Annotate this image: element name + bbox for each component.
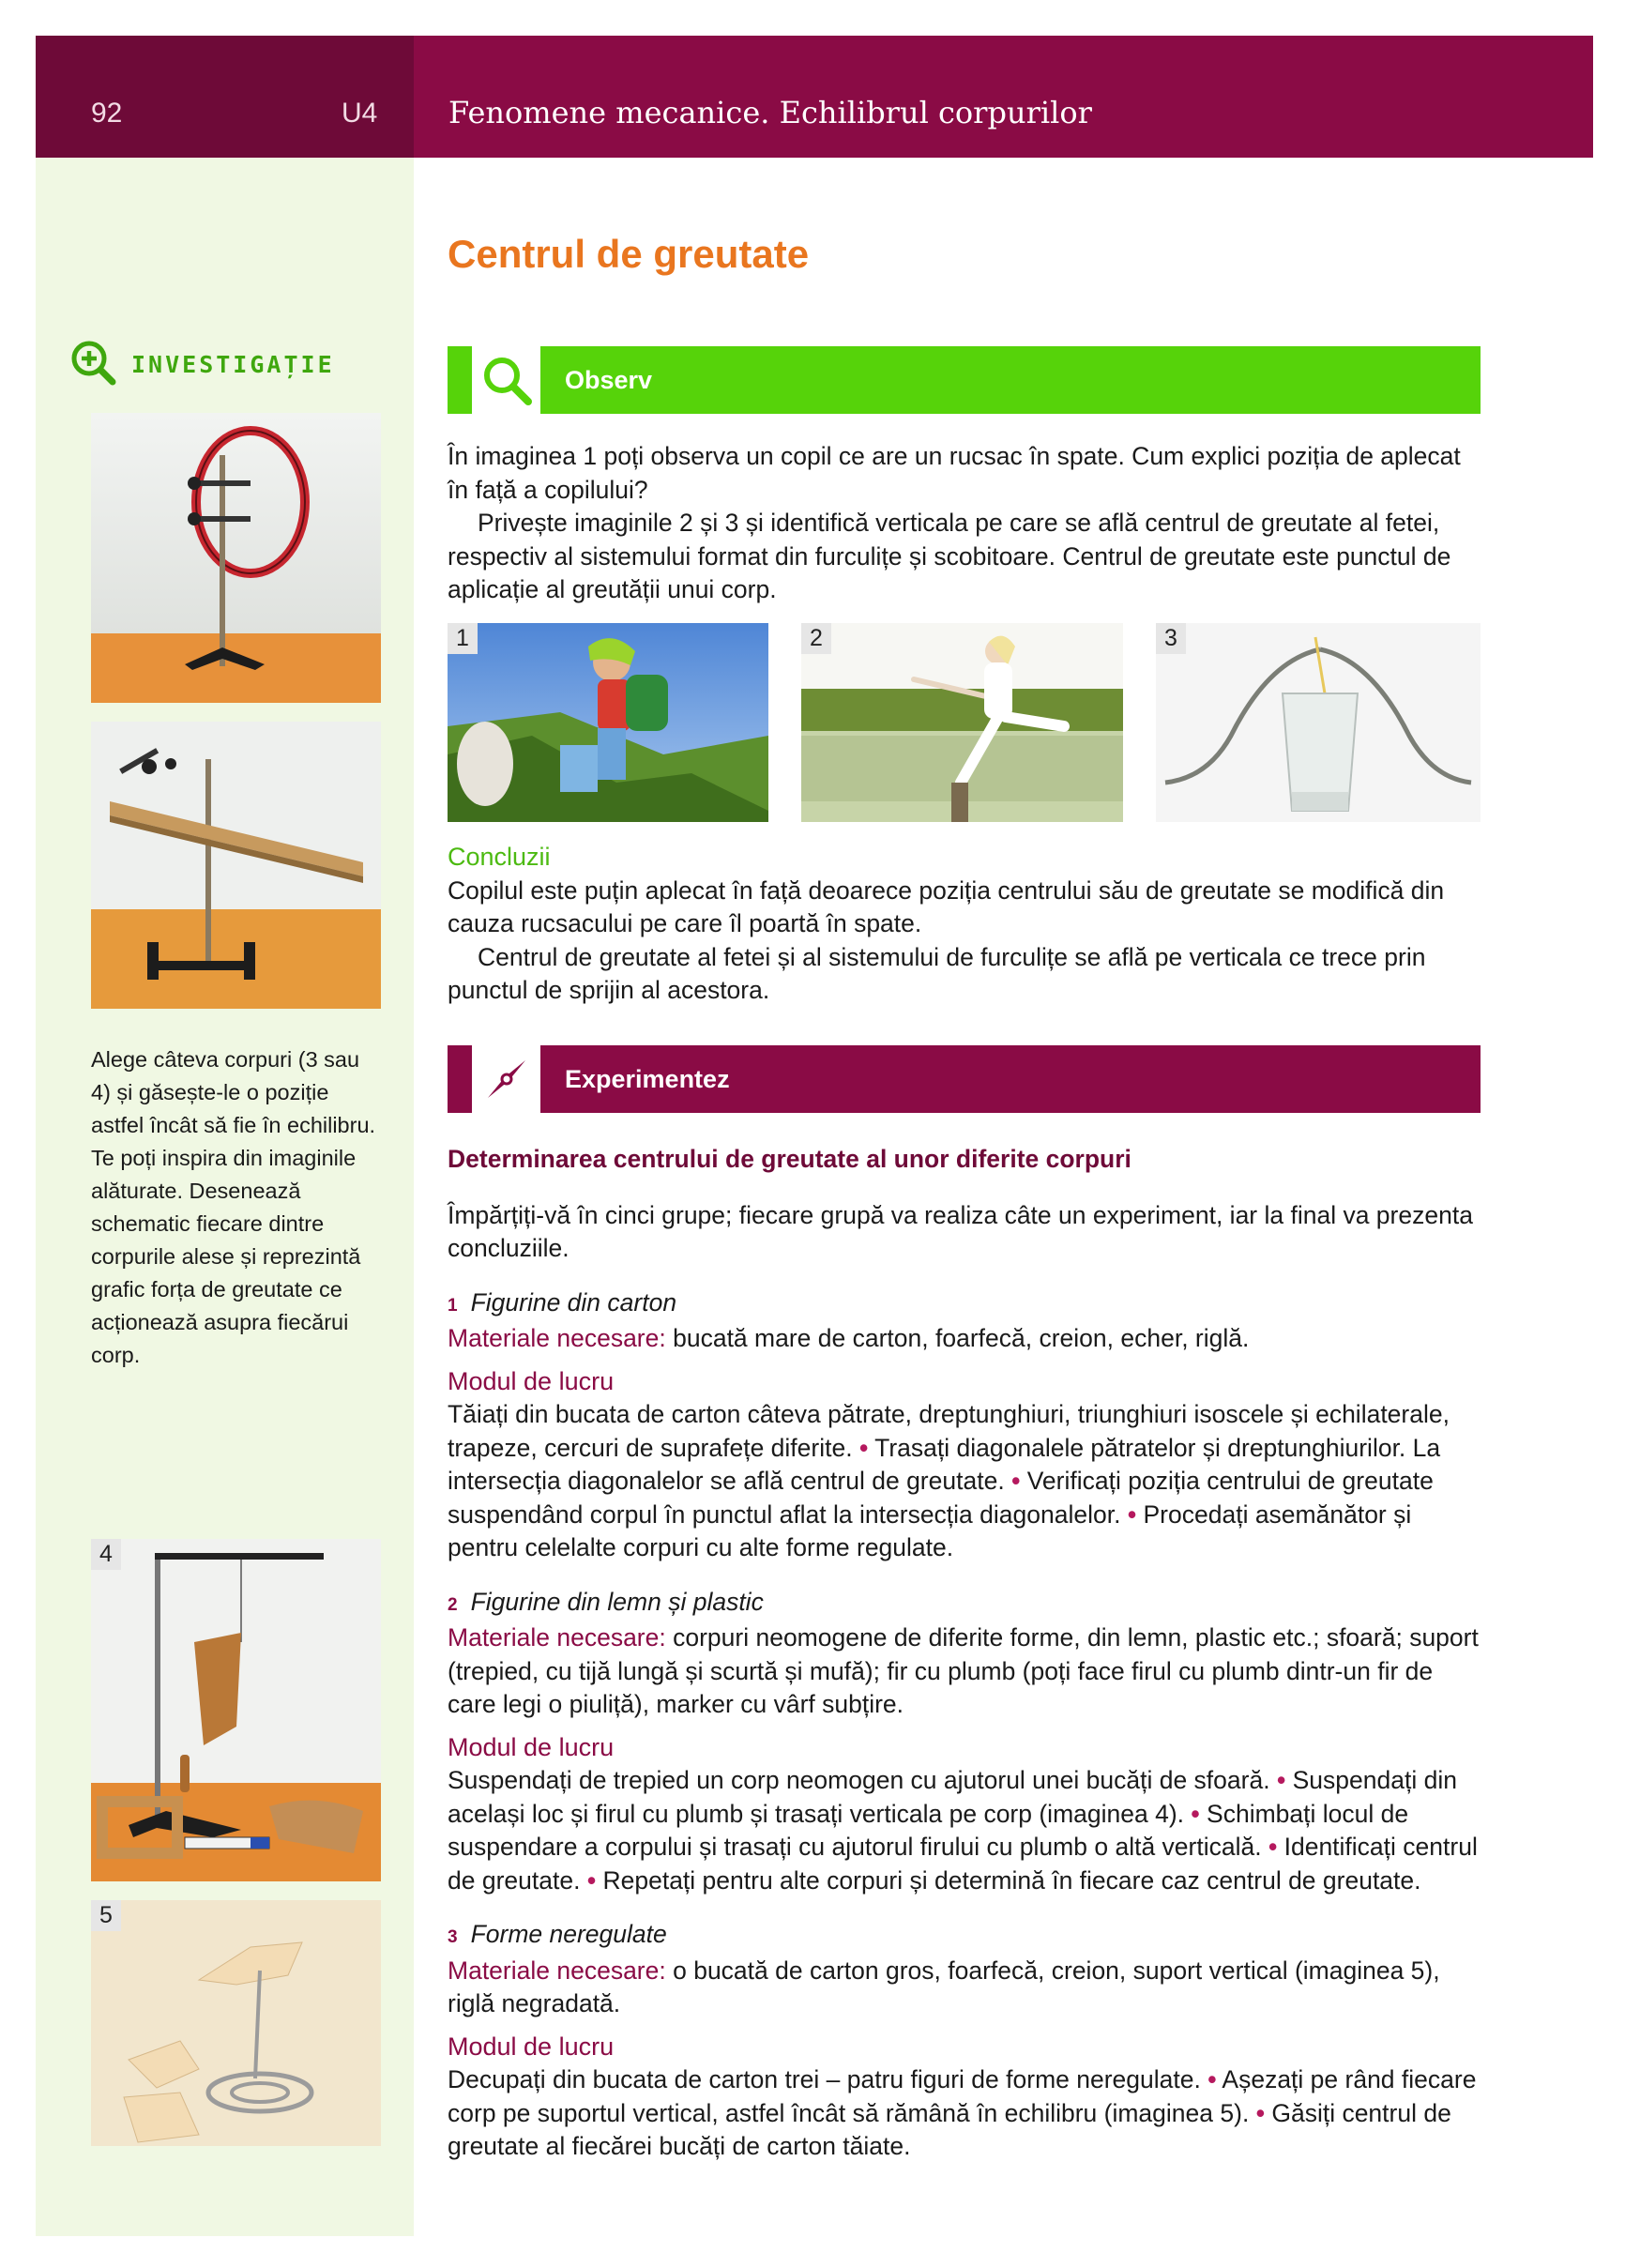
photo-4-tag: 4: [91, 1539, 121, 1570]
experiment-2-title-line: [448, 1586, 1481, 1622]
observ-paragraph-2: Privește imaginile 2 și 3 și identifică verticala pe care se află centrul de greutate al fetei, respectiv al sistemului format din furculițe și scobitoare. Centrul de greutate este punctul de aplicație al greutății unui corp.: [448, 509, 1451, 603]
photo-3-forks-glass: [1156, 623, 1481, 822]
experiment-1-materials-text: bucată mare de carton, foarfecă, creion, echer, riglă.: [673, 1324, 1250, 1352]
concluzii-section: [448, 841, 1481, 1008]
experiment-heading: Determinarea centrului de greutate al unor diferite corpuri: [448, 1145, 1131, 1173]
bullet-icon: •: [586, 1865, 597, 1895]
bullet-icon: •: [1011, 1467, 1021, 1495]
step-text: Așezați pe rând fiecare corp pe suportul vertical, astfel încât să rămână în echilibru (imaginea 5).: [448, 2065, 1477, 2127]
experiment-intro: Împărțiți-vă în cinci grupe; fiecare grupă va realiza câte un experiment, iar la final va prezenta concluziile.: [448, 1200, 1473, 1262]
step-text: Schimbați locul de suspendare a corpului și trasați cu ajutorul firului cu plumb o altă verticală.: [448, 1799, 1409, 1861]
bullet-icon: •: [1268, 1833, 1278, 1861]
step-text: Decupați din bucata de carton trei – patru figuri de forme neregulate.: [448, 2065, 1201, 2093]
experiment-3-title-line: [448, 1918, 1481, 1955]
experiment-2-materials-text: corpuri neomogene de diferite forme, din lemn, plastic etc.; sfoară; suport (trepied, cu tijă lungă și scurtă și mufă); fir cu plumb (poți face firul cu plumb dintr-un fir de care legi o piuliță), marker cu vârf subțire.: [448, 1623, 1479, 1718]
photo-3-tag: 3: [1156, 623, 1186, 654]
unit-label: U4: [342, 98, 378, 129]
sidebar-text: Alege câteva corpuri (3 sau 4) și găsește-le o poziție astfel încât să fie în echilibru. Te poți inspira din imaginile alăturate. Desenează schematic fiecare dintre corpurile alese și reprezintă grafic forța de greutate ce acționează asupra fiecărui corp.: [91, 1047, 376, 1367]
bullet-icon: •: [1207, 2065, 1217, 2093]
materials-label: Materiale necesare:: [448, 1956, 666, 1985]
experimentez-content: [448, 1143, 1481, 2164]
investigatie-label: INVESTIGAȚIE: [131, 350, 335, 378]
step-text: Repetați pentru alte corpuri și determină în fiecare caz centrul de greutate.: [602, 1865, 1421, 1895]
observ-paragraph-1: În imaginea 1 poți observa un copil ce are un rucsac în spate. Cum explici poziția de aplecat în față a copilului?: [448, 442, 1461, 504]
photo-1-tag: 1: [448, 623, 478, 654]
experiment-3-materials: [448, 1955, 1481, 2021]
observ-label: Observ: [565, 365, 653, 394]
experimentez-bar: [448, 1045, 1481, 1113]
step-text: Găsiți centrul de greutate al fiecărei bucăți de carton tăiate.: [448, 2098, 1451, 2160]
magnifier-icon: [472, 346, 540, 414]
experiment-2-materials: [448, 1621, 1481, 1722]
concluzii-heading: Concluzii: [448, 843, 551, 871]
chapter-title: Fenomene mecanice. Echilibrul corpurilor: [448, 95, 1092, 130]
photo-5-tag: 5: [91, 1900, 121, 1931]
compass-icon: [472, 1045, 540, 1113]
photo-2-tag: 2: [801, 623, 831, 654]
experiment-2-number: 2: [448, 1594, 458, 1615]
bullet-icon: •: [1127, 1499, 1137, 1529]
experiment-3-title: Forme neregulate: [470, 1920, 667, 1948]
observ-bar: [448, 346, 1481, 414]
bullet-icon: •: [1255, 2098, 1265, 2127]
lever-stand-photo: [91, 722, 381, 1009]
experiment-3-number: 3: [448, 1927, 458, 1947]
experiment-1-materials: [448, 1322, 1481, 1356]
step-text: Identificați centrul de greutate.: [448, 1833, 1478, 1895]
bullet-icon: •: [858, 1433, 869, 1462]
materials-label: Materiale necesare:: [448, 1623, 666, 1652]
photo-2-balancing-girl: [801, 623, 1123, 822]
experimentez-label: Experimentez: [565, 1064, 730, 1093]
experiment-2-steps: [448, 1764, 1481, 1897]
experiment-3-steps: [448, 2063, 1481, 2164]
method-label: Modul de lucru: [448, 1732, 615, 1761]
method-label: Modul de lucru: [448, 1366, 615, 1395]
header-left-block: [36, 36, 414, 158]
experiment-1-title-line: [448, 1286, 1481, 1323]
experiment-1-title: Figurine din carton: [470, 1287, 677, 1317]
step-text: Trasați diagonalele pătratelor și dreptunghiurilor. La intersecția diagonalelor se află centrul de greutate.: [448, 1433, 1441, 1495]
experiment-3-materials-text: o bucată de carton gros, foarfecă, creion, suport vertical (imaginea 5), riglă negradată.: [448, 1956, 1440, 2017]
bullet-icon: •: [1191, 1799, 1200, 1828]
investigatie-heading: [69, 339, 335, 389]
page-title: Centrul de greutate: [448, 232, 810, 276]
photo-5: [91, 1900, 381, 2146]
method-label: Modul de lucru: [448, 2032, 615, 2061]
ring-stand-photo: [91, 413, 381, 703]
experiment-1-number: 1: [448, 1295, 458, 1316]
step-text: Verificați poziția centrului de greutate suspendând corpul în punctul aflat la intersecția diagonalelor.: [448, 1467, 1434, 1529]
bullet-icon: •: [1276, 1766, 1286, 1794]
page-number: 92: [91, 98, 123, 129]
magnifier-plus-icon: [69, 339, 116, 389]
photo-1-child-backpack: [448, 623, 768, 822]
materials-label: Materiale necesare:: [448, 1324, 666, 1352]
experiment-1-steps: [448, 1398, 1481, 1565]
experiment-2-title: Figurine din lemn și plastic: [470, 1587, 764, 1616]
step-text: Tăiați din bucata de carton câteva pătrate, dreptunghiuri, triunghiuri isoscele și echilaterale, trapeze, cercuri de suprafețe diferite.: [448, 1400, 1450, 1462]
concluzii-paragraph-1: Copilul este puțin aplecat în față deoarece poziția centrului său de greutate se modifică din cauza rucsacului pe care îl poartă în spate.: [448, 875, 1445, 937]
step-text: Suspendați de trepied un corp neomogen cu ajutorul unei bucăți de sfoară.: [448, 1766, 1270, 1794]
concluzii-paragraph-2: Centrul de greutate al fetei și al sistemului de furculițe se află pe verticala ce trece prin punctul de sprijin al acestora.: [448, 942, 1426, 1004]
photo-4: [91, 1539, 381, 1881]
step-text: Procedați asemănător și pentru celelalte corpuri cu alte forme regulate.: [448, 1499, 1412, 1561]
observ-text: [448, 440, 1481, 607]
step-text: Suspendați din același loc și firul cu plumb și trasați verticala pe corp (imaginea 4).: [448, 1766, 1457, 1828]
